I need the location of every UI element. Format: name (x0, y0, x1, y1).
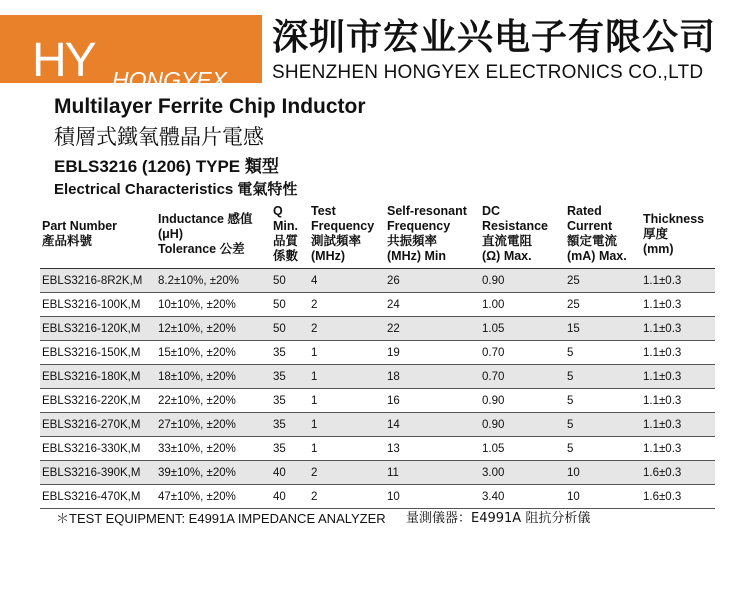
cell-inductance: 10±10%, ±20% (156, 293, 271, 317)
table-header-row (40, 200, 715, 269)
cell-self-resonant-frequency: 26 (385, 269, 480, 293)
cell-part-number: EBLS3216-150K,M (40, 341, 156, 365)
company-logo (0, 15, 262, 93)
cell-test-frequency: 2 (309, 485, 385, 509)
cell-rated-current: 5 (565, 341, 641, 365)
cell-part-number: EBLS3216-330K,M (40, 437, 156, 461)
cell-self-resonant-frequency: 18 (385, 365, 480, 389)
cell-dc-resistance: 0.90 (480, 269, 565, 293)
cell-inductance: 12±10%, ±20% (156, 317, 271, 341)
cell-self-resonant-frequency: 24 (385, 293, 480, 317)
test-equipment-note: ＊TEST EQUIPMENT: E4991A IMPEDANCE ANALYZER (56, 511, 386, 526)
cell-inductance: 27±10%, ±20% (156, 413, 271, 437)
cell-test-frequency: 2 (309, 293, 385, 317)
cell-q-min: 35 (271, 413, 309, 437)
column-header-line: Rated (567, 204, 602, 218)
column-header-line: (mA) Max. (567, 249, 627, 263)
cell-test-frequency: 1 (309, 389, 385, 413)
cell-self-resonant-frequency: 14 (385, 413, 480, 437)
cell-inductance: 47±10%, ±20% (156, 485, 271, 509)
column-header-line: 測試頻率 (311, 234, 362, 248)
column-header-line: DC (482, 204, 501, 218)
cell-thickness: 1.1±0.3 (641, 293, 715, 317)
column-header-q-min (271, 200, 309, 269)
column-header-line: 額定電流 (567, 234, 618, 248)
cell-part-number: EBLS3216-220K,M (40, 389, 156, 413)
cell-inductance: 8.2±10%, ±20% (156, 269, 271, 293)
cell-thickness: 1.1±0.3 (641, 389, 715, 413)
column-header-line: Inductance 感值 (158, 211, 253, 226)
table-row (40, 365, 715, 389)
column-header-thickness (641, 200, 715, 269)
table-row (40, 317, 715, 341)
cell-test-frequency: 2 (309, 317, 385, 341)
cell-part-number: EBLS3216-270K,M (40, 413, 156, 437)
cell-rated-current: 5 (565, 437, 641, 461)
column-header-line: Current (567, 219, 613, 233)
column-header-line: Min. (273, 219, 298, 233)
test-equipment-note-cn: 量測儀器：E4991A 阻抗分析儀 (406, 511, 591, 526)
company-name-en: SHENZHEN HONGYEX ELECTRONICS CO.,LTD (272, 62, 704, 83)
column-header-line: 品質 (273, 234, 299, 248)
cell-test-frequency: 1 (309, 365, 385, 389)
table-row (40, 485, 715, 509)
cell-part-number: EBLS3216-180K,M (40, 365, 156, 389)
cell-inductance: 39±10%, ±20% (156, 461, 271, 485)
cell-dc-resistance: 0.90 (480, 413, 565, 437)
cell-rated-current: 5 (565, 389, 641, 413)
cell-test-frequency: 1 (309, 413, 385, 437)
cell-thickness: 1.1±0.3 (641, 341, 715, 365)
cell-thickness: 1.6±0.3 (641, 485, 715, 509)
column-header-line: (MHz) (311, 249, 346, 263)
product-title-en: Multilayer Ferrite Chip Inductor (54, 95, 366, 118)
cell-q-min: 40 (271, 461, 309, 485)
cell-dc-resistance: 3.40 (480, 485, 565, 509)
cell-inductance: 33±10%, ±20% (156, 437, 271, 461)
product-title-cn: 積層式鐵氧體晶片電感 (54, 125, 264, 149)
column-header-line: 共振頻率 (387, 234, 438, 248)
column-header-part-number (40, 200, 156, 269)
cell-self-resonant-frequency: 11 (385, 461, 480, 485)
column-header-line: Test (311, 204, 336, 218)
column-header-test-frequency (309, 200, 385, 269)
section-title: Electrical Characteristics 電氣特性 (54, 181, 298, 198)
table-row (40, 389, 715, 413)
column-header-line: (MHz) Min (387, 249, 447, 263)
column-header-line: Thickness (643, 211, 705, 226)
table-body (40, 269, 715, 509)
cell-q-min: 35 (271, 341, 309, 365)
cell-part-number: EBLS3216-8R2K,M (40, 269, 156, 293)
cell-part-number: EBLS3216-100K,M (40, 293, 156, 317)
cell-thickness: 1.1±0.3 (641, 317, 715, 341)
cell-q-min: 40 (271, 485, 309, 509)
cell-self-resonant-frequency: 16 (385, 389, 480, 413)
spec-table (40, 200, 715, 509)
column-header-self-resonant-frequency (385, 200, 480, 269)
cell-q-min: 35 (271, 365, 309, 389)
cell-test-frequency: 1 (309, 341, 385, 365)
cell-q-min: 35 (271, 389, 309, 413)
column-header-line: Frequency (387, 219, 451, 233)
cell-rated-current: 15 (565, 317, 641, 341)
cell-rated-current: 25 (565, 293, 641, 317)
logo-brand: HONGYEX (112, 67, 228, 93)
column-header-line: 係數 (273, 249, 299, 263)
table-row (40, 293, 715, 317)
table-row (40, 437, 715, 461)
company-name-cn: 深圳市宏业兴电子有限公司 (272, 17, 717, 58)
column-header-line: (Ω) Max. (482, 249, 532, 263)
cell-dc-resistance: 0.70 (480, 341, 565, 365)
cell-dc-resistance: 1.05 (480, 437, 565, 461)
table-row (40, 461, 715, 485)
cell-inductance: 22±10%, ±20% (156, 389, 271, 413)
table-row (40, 269, 715, 293)
column-header-line: 直流電阻 (482, 234, 533, 248)
cell-dc-resistance: 3.00 (480, 461, 565, 485)
cell-q-min: 50 (271, 317, 309, 341)
cell-self-resonant-frequency: 13 (385, 437, 480, 461)
column-header-dc-resistance (480, 200, 565, 269)
cell-test-frequency: 1 (309, 437, 385, 461)
cell-dc-resistance: 0.70 (480, 365, 565, 389)
cell-rated-current: 10 (565, 461, 641, 485)
cell-inductance: 18±10%, ±20% (156, 365, 271, 389)
cell-test-frequency: 4 (309, 269, 385, 293)
cell-q-min: 35 (271, 437, 309, 461)
column-header-line: Resistance (482, 219, 549, 233)
logo-mark: HY (32, 34, 95, 87)
cell-thickness: 1.1±0.3 (641, 269, 715, 293)
column-header-line: 產品料號 (42, 234, 93, 248)
cell-q-min: 50 (271, 293, 309, 317)
column-header-line: Q (273, 204, 283, 218)
cell-dc-resistance: 1.00 (480, 293, 565, 317)
table-row (40, 413, 715, 437)
cell-q-min: 50 (271, 269, 309, 293)
cell-self-resonant-frequency: 10 (385, 485, 480, 509)
cell-part-number: EBLS3216-390K,M (40, 461, 156, 485)
cell-inductance: 15±10%, ±20% (156, 341, 271, 365)
cell-rated-current: 5 (565, 365, 641, 389)
product-type: EBLS3216 (1206) TYPE 類型 (54, 157, 279, 176)
column-header-rated-current (565, 200, 641, 269)
cell-dc-resistance: 0.90 (480, 389, 565, 413)
cell-rated-current: 25 (565, 269, 641, 293)
cell-part-number: EBLS3216-120K,M (40, 317, 156, 341)
cell-self-resonant-frequency: 22 (385, 317, 480, 341)
column-header-line: Frequency (311, 219, 375, 233)
column-header-line: (μH) (158, 226, 183, 241)
cell-rated-current: 10 (565, 485, 641, 509)
cell-thickness: 1.1±0.3 (641, 437, 715, 461)
column-header-line: Part Number (42, 219, 118, 233)
cell-thickness: 1.6±0.3 (641, 461, 715, 485)
column-header-line: Self-resonant (387, 204, 467, 218)
column-header-line: (mm) (643, 241, 674, 256)
column-header-line: 厚度 (643, 226, 669, 241)
cell-thickness: 1.1±0.3 (641, 413, 715, 437)
table-row (40, 341, 715, 365)
cell-test-frequency: 2 (309, 461, 385, 485)
column-header-line: Tolerance 公差 (158, 241, 245, 256)
cell-dc-resistance: 1.05 (480, 317, 565, 341)
column-header-inductance (156, 200, 271, 269)
cell-part-number: EBLS3216-470K,M (40, 485, 156, 509)
cell-self-resonant-frequency: 19 (385, 341, 480, 365)
cell-rated-current: 5 (565, 413, 641, 437)
cell-thickness: 1.1±0.3 (641, 365, 715, 389)
